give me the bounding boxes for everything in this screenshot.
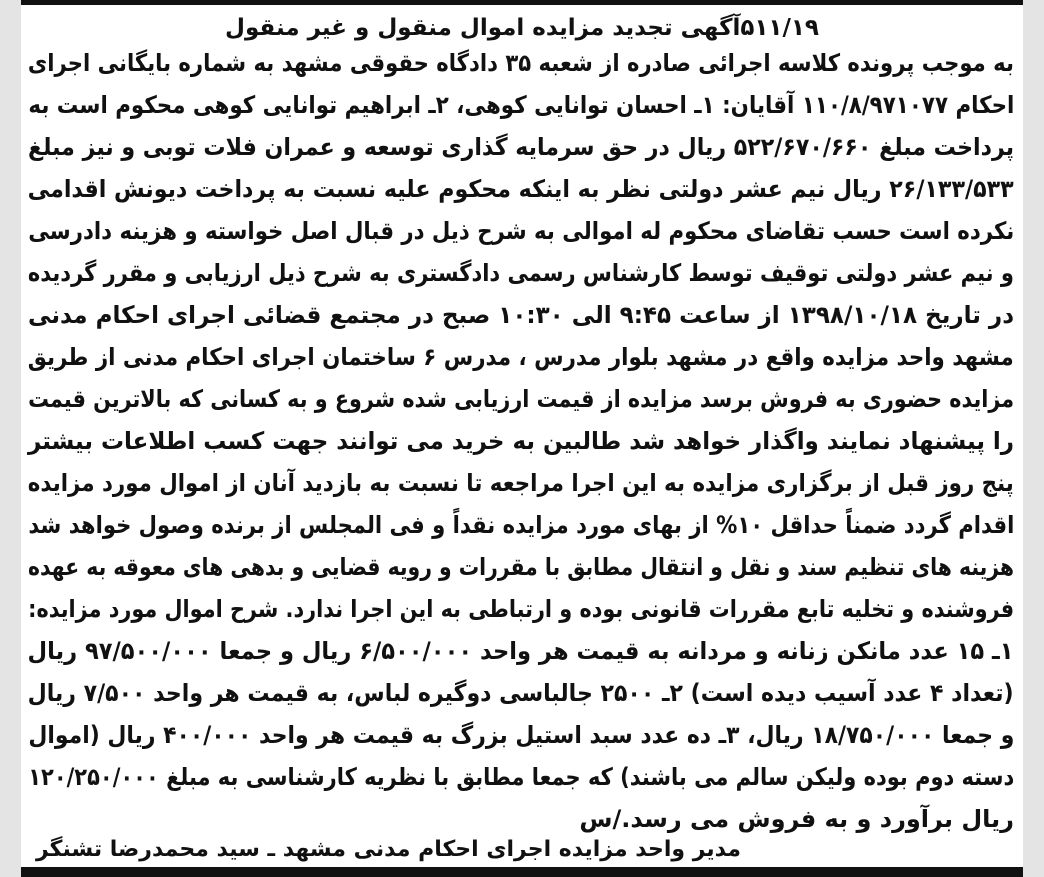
- body-line: [28, 126, 1014, 168]
- body-line: [28, 294, 1014, 336]
- body-line: [28, 378, 1014, 420]
- body-line: [28, 462, 1014, 504]
- body-line: [28, 546, 1014, 588]
- top-rule: [21, 0, 1023, 5]
- body-line-text: فروشنده و تخلیه تابع مقررات قانونی بوده و ارتباطی به این اجرا ندارد. شرح اموال مورد مزایده:: [28, 595, 1014, 623]
- body-line: [28, 588, 1014, 630]
- body-line-text: مزایده حضوری به فروش برسد مزایده از قیمت ارزیابی شده شروع و به کسانی که بالاترین قیمت: [28, 385, 1014, 413]
- body-line-text: دسته دوم بوده ولیکن سالم می باشند) که جمعا مطابق با نظریه کارشناسی به مبلغ ۱۲۰/۲۵۰/۰۰۰: [28, 763, 1014, 791]
- body-line-text: در تاریخ ۱۳۹۸/۱۰/۱۸ از ساعت ۹:۴۵ الی ۱۰:۳۰ صبح در مجتمع قضائی اجرای احکام مدنی: [28, 301, 1014, 329]
- body-line: [28, 504, 1014, 546]
- body-line: [28, 168, 1014, 210]
- body-line: [28, 672, 1014, 714]
- body-line-text: را پیشنهاد نمایند واگذار خواهد شد طالبین به خرید می توانند جهت کسب اطلاعات بیشتر: [28, 427, 1014, 455]
- body-line-text: مشهد واحد مزایده واقع در مشهد بلوار مدرس ، مدرس ۶ ساختمان اجرای احکام مدنی از طریق: [28, 343, 1015, 371]
- body-line-text: به موجب پرونده کلاسه اجرائی صادره از شعبه ۳۵ دادگاه حقوقی مشهد به شماره بایگانی اجرای: [28, 49, 1014, 77]
- body-line-text: احکام ۱۱۰/۸/۹۷۱۰۷۷ آقایان: ۱ـ احسان توانایی کوهی، ۲ـ ابراهیم توانایی کوهی محکوم است به: [28, 91, 1014, 119]
- body-line: [28, 210, 1014, 252]
- body-line-text: نکرده است حسب تقاضای محکوم له اموالی به شرح ذیل در قبال اصل خواسته و هزینه دادرسی: [28, 217, 1014, 245]
- body-line: [28, 714, 1014, 756]
- body-line-text: پرداخت مبلغ ۵۲۲/۶۷۰/۶۶۰ ریال در حق سرمایه گذاری توسعه و عمران فلات توبی و نیز مبلغ: [28, 133, 1014, 161]
- body-line-text: ریال برآورد و به فروش می رسد./س: [579, 805, 1014, 833]
- body-line: [28, 42, 1014, 84]
- body-line: [28, 252, 1014, 294]
- body-line: [28, 84, 1014, 126]
- signature-text: مدیر واحد مزایده اجرای احکام مدنی مشهد ـ سید محمدرضا تشنگر: [36, 837, 741, 862]
- body-line: [28, 336, 1014, 378]
- body-line-text: ۲۶/۱۳۳/۵۳۳ ریال نیم عشر دولتی نظر به اینکه محکوم علیه نسبت به پرداخت دیونش اقدامی: [28, 175, 1014, 203]
- body-line-text: و جمعا ۱۸/۷۵۰/۰۰۰ ریال، ۳ـ ده عدد سبد استیل بزرگ به قیمت هر واحد ۴۰۰/۰۰۰ ریال (اموال: [28, 721, 1014, 749]
- bottom-rule: [21, 867, 1023, 877]
- notice-title: [21, 10, 1023, 46]
- body-line: [28, 756, 1014, 798]
- signature: [36, 832, 741, 868]
- body-line-text: هزینه های تنظیم سند و نقل و انتقال مطابق با مقررات و رویه قضایی و بدهی های معوقه به عهده: [27, 553, 1014, 581]
- body-line: [28, 420, 1014, 462]
- body-line-text: ۱ـ ۱۵ عدد مانکن زنانه و مردانه به قیمت هر واحد ۶/۵۰۰/۰۰۰ ریال و جمعا ۹۷/۵۰۰/۰۰۰ ریال: [28, 637, 1014, 665]
- body-line-text: پنج روز قبل از برگزاری مزایده به این اجرا مراجعه تا نسبت به بازدید آنان از اموال مورد مزایده: [28, 469, 1014, 497]
- body-line-text: (تعداد ۴ عدد آسیب دیده است) ۲ـ ۲۵۰۰ جالباسی دوگیره لباس، به قیمت هر واحد ۷/۵۰۰ ریال: [28, 679, 1014, 707]
- body-line-text: و نیم عشر دولتی توقیف توسط کارشناس رسمی دادگستری به شرح ذیل ارزیابی و مقرر گردیده: [28, 259, 1014, 287]
- notice-title-text: ۵۱۱/۱۹آگهی تجدید مزایده اموال منقول و غیر منقول: [225, 15, 819, 41]
- body-line-text: اقدام گردد ضمناً حداقل ۱۰% از بهای مورد مزایده نقداً و فی المجلس از برنده وصول خواهد شد: [28, 511, 1014, 539]
- body-line: [28, 630, 1014, 672]
